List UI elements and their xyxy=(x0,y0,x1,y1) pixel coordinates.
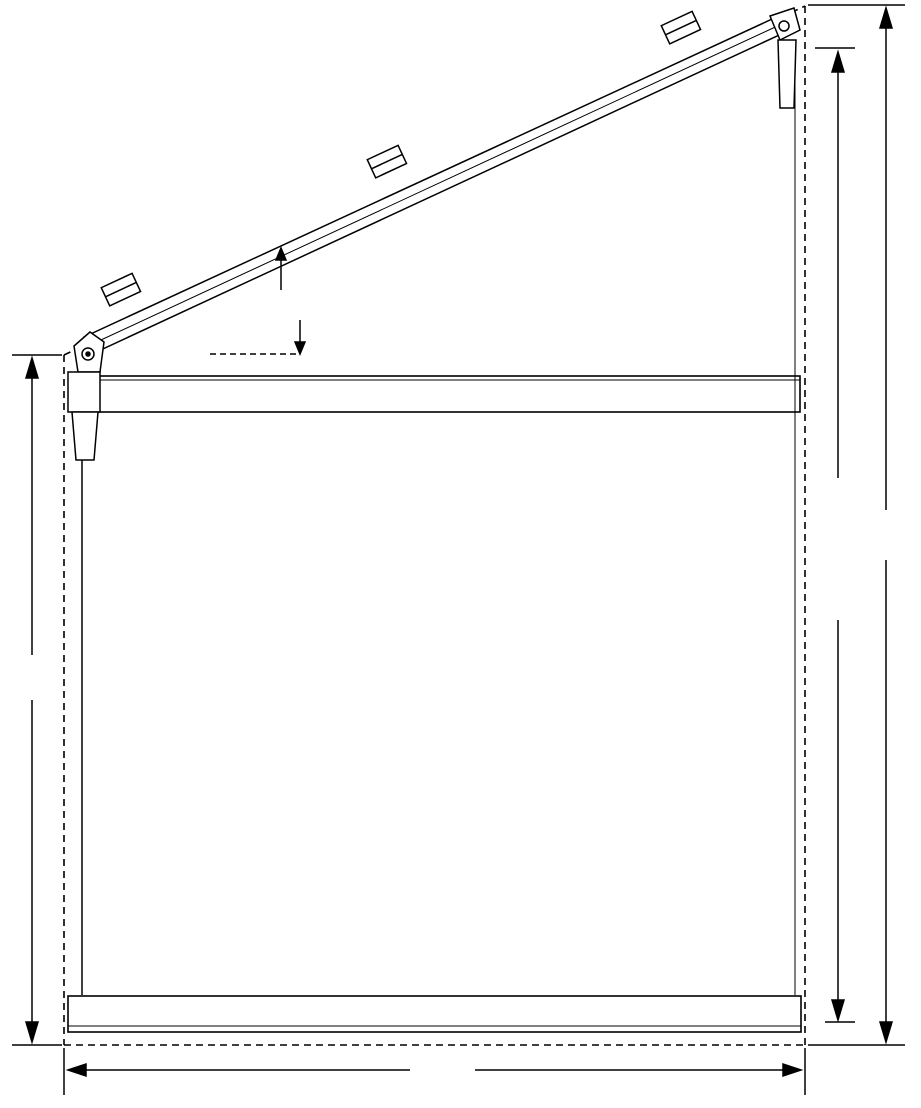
width-dimension xyxy=(64,1048,805,1095)
operable-dimension xyxy=(815,48,855,1022)
side-height-dimension xyxy=(12,355,62,1045)
middle-rail xyxy=(72,376,800,412)
left-hinge-bracket xyxy=(68,332,104,460)
mounting-clips xyxy=(101,11,700,305)
total-height-dimension xyxy=(808,5,905,1045)
bottom-rail xyxy=(68,996,801,1032)
window-outline xyxy=(64,6,805,1045)
slanted-headrail xyxy=(84,14,790,354)
